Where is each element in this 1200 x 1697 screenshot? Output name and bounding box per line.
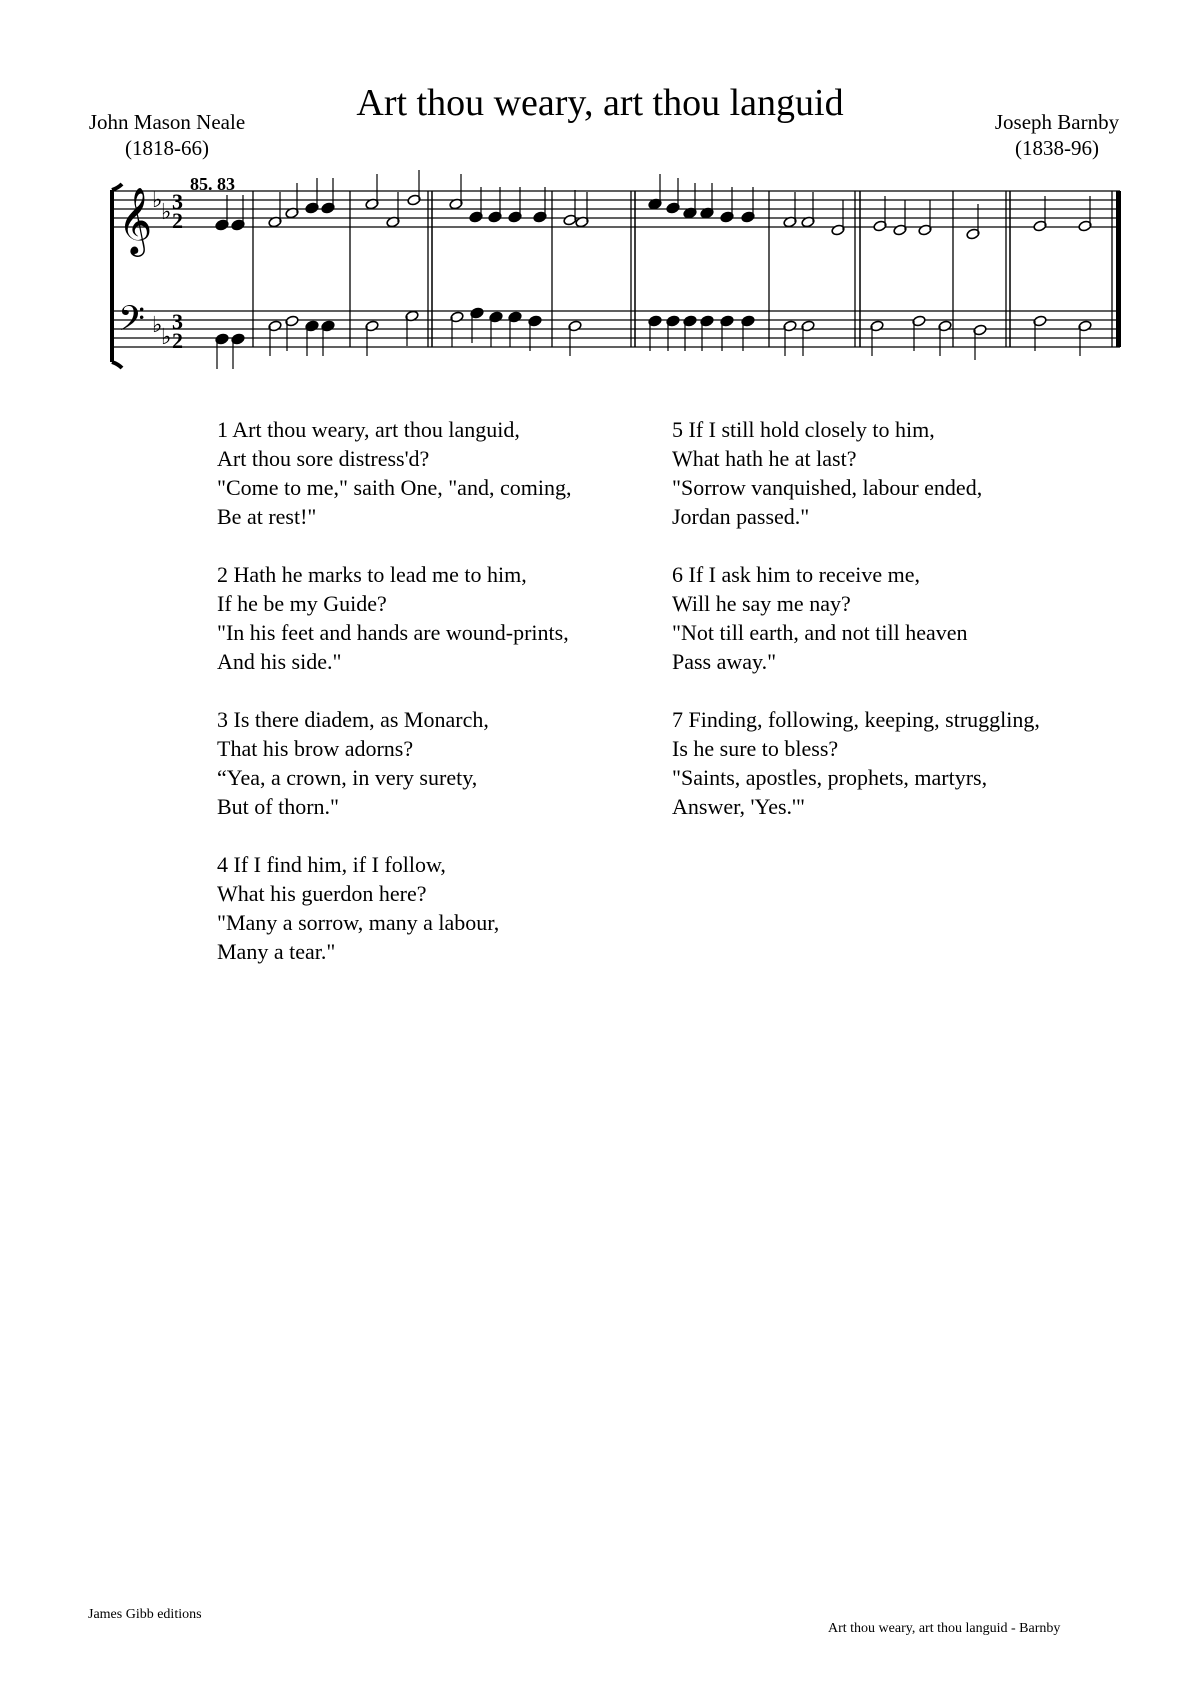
- verse-line: Answer, 'Yes.'": [672, 794, 805, 819]
- svg-text:♭: ♭: [152, 188, 163, 213]
- bass-clef-icon: 𝄢: [118, 298, 146, 347]
- treble-clef-icon: 𝄞: [118, 186, 153, 254]
- verse-line: And his side.": [217, 649, 342, 674]
- verse-line: What his guerdon here?: [217, 881, 427, 906]
- verse-line: What hath he at last?: [672, 446, 857, 471]
- author-name: John Mason Neale: [88, 110, 246, 134]
- verse-line: "Come to me," saith One, "and, coming,: [217, 475, 572, 500]
- verse-line: If he be my Guide?: [217, 591, 387, 616]
- footer-publisher: James Gibb editions: [88, 1607, 202, 1622]
- time-signature-treble: [172, 189, 183, 233]
- verse-line: That his brow adorns?: [217, 736, 414, 761]
- verse-7: [672, 705, 1040, 821]
- verse-line: "Not till earth, and not till heaven: [672, 620, 968, 645]
- verse-line: But of thorn.": [217, 794, 340, 819]
- music-score: [0, 0, 1200, 400]
- verse-line: Pass away.": [672, 649, 777, 674]
- verse-line: 5 If I still hold closely to him,: [672, 417, 935, 442]
- staff-lines: [114, 191, 1120, 347]
- footer-running-title: Art thou weary, art thou languid - Barnby: [828, 1621, 1061, 1636]
- composer-dates: (1838-96): [1015, 136, 1099, 160]
- time-signature-bass: [172, 309, 183, 353]
- verse-line: Many a tear.": [217, 939, 336, 964]
- verse-line: "Saints, apostles, prophets, martyrs,: [672, 765, 988, 790]
- composer-name: Joseph Barnby: [994, 110, 1120, 134]
- svg-text:♭: ♭: [161, 325, 172, 350]
- final-barline: [1116, 191, 1121, 347]
- verse-line: Be at rest!": [217, 504, 317, 529]
- meter-label: 85. 83: [190, 174, 235, 194]
- verse-line: "Sorrow vanquished, labour ended,: [672, 475, 983, 500]
- verse-line: 6 If I ask him to receive me,: [672, 562, 921, 587]
- verse-line: 2 Hath he marks to lead me to him,: [217, 562, 527, 587]
- verse-line: “Yea, a crown, in very surety,: [217, 765, 478, 790]
- key-signature-bass: [152, 313, 171, 350]
- svg-text:3: 3: [172, 189, 183, 214]
- svg-text:2: 2: [172, 208, 183, 233]
- verse-line: Art thou sore distress'd?: [217, 446, 430, 471]
- verse-line: 7 Finding, following, keeping, struggling,: [672, 707, 1040, 732]
- verse-4: [217, 850, 571, 966]
- verses-left-column: [217, 415, 571, 995]
- verse-line: Jordan passed.": [672, 504, 810, 529]
- verse-3: [217, 705, 571, 821]
- author-dates: (1818-66): [125, 136, 209, 160]
- verse-line: "In his feet and hands are wound-prints,: [217, 620, 569, 645]
- svg-text:♭: ♭: [161, 200, 172, 225]
- verse-line: 4 If I find him, if I follow,: [217, 852, 446, 877]
- svg-text:3: 3: [172, 309, 183, 334]
- verse-line: 3 Is there diadem, as Monarch,: [217, 707, 489, 732]
- verse-line: 1 Art thou weary, art thou languid,: [217, 417, 520, 442]
- verse-5: [672, 415, 1040, 531]
- verse-2: [217, 560, 571, 676]
- verse-line: Is he sure to bless?: [672, 736, 839, 761]
- verse-line: "Many a sorrow, many a labour,: [217, 910, 500, 935]
- key-signature-treble: [152, 188, 171, 225]
- svg-text:♭: ♭: [152, 313, 163, 338]
- verse-line: Will he say me nay?: [672, 591, 851, 616]
- hymn-title: Art thou weary, art thou languid: [356, 82, 844, 124]
- svg-text:2: 2: [172, 328, 183, 353]
- verse-1: [217, 415, 571, 531]
- verses-right-column: [672, 415, 1040, 850]
- verse-6: [672, 560, 1040, 676]
